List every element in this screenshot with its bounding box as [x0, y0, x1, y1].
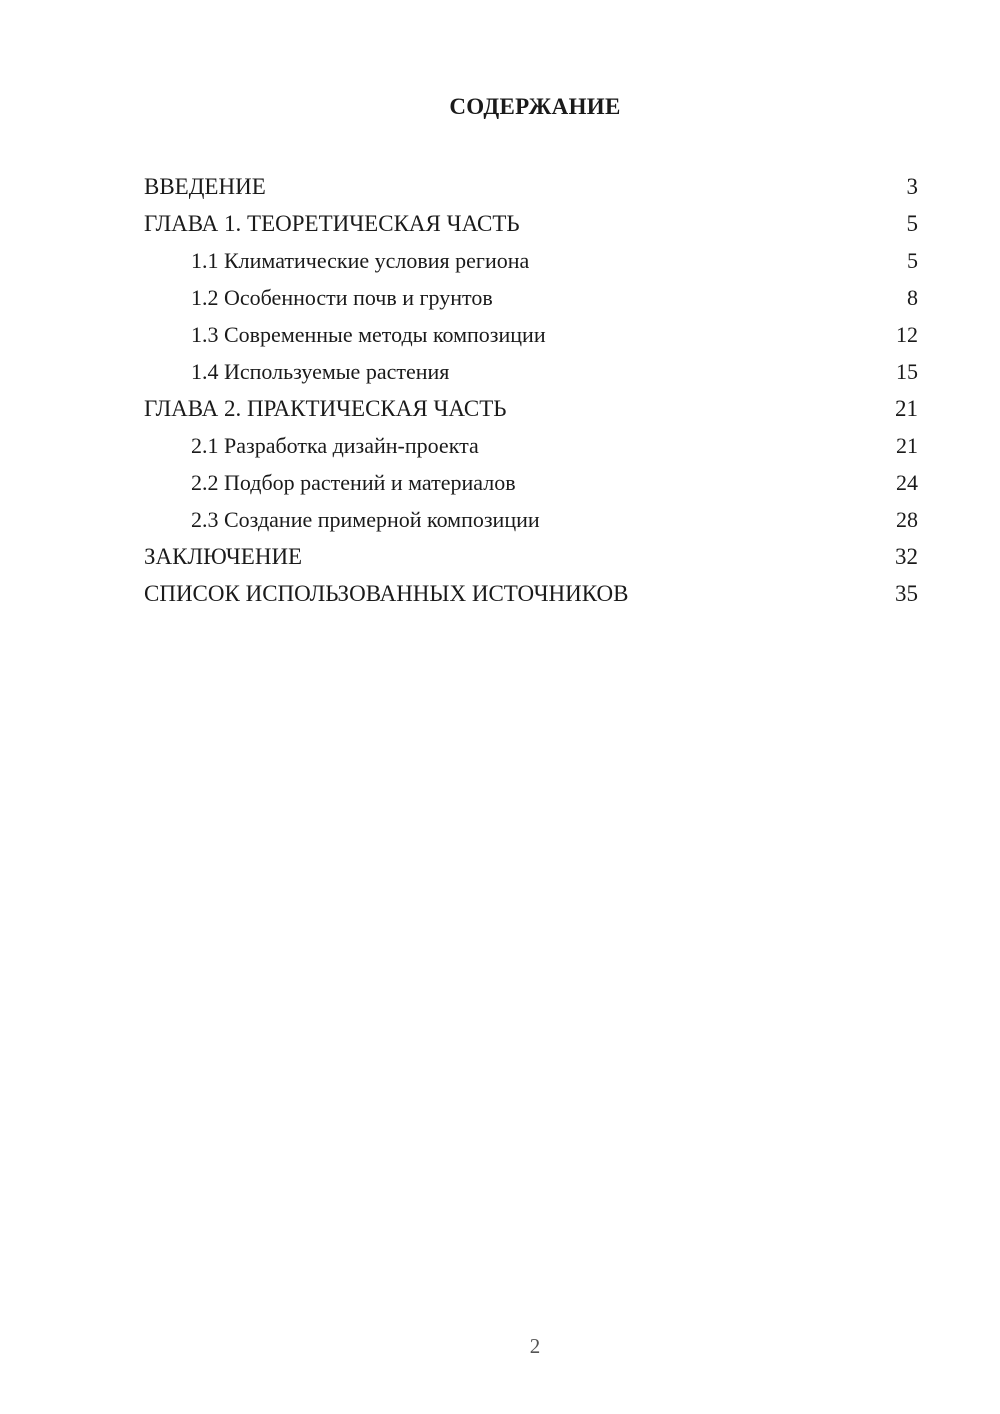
table-of-contents	[144, 168, 918, 612]
toc-entry-section-1-4	[144, 353, 918, 390]
toc-entry-page: 24	[896, 470, 918, 495]
toc-entry-section-1-1	[144, 242, 918, 279]
toc-entry-section-2-2	[144, 464, 918, 501]
toc-entry-label: ГЛАВА 2. ПРАКТИЧЕСКАЯ ЧАСТЬ	[144, 396, 507, 421]
toc-entry-label: 1.1 Климатические условия региона	[191, 248, 530, 273]
toc-entry-page: 28	[896, 507, 918, 532]
toc-entry-page: 21	[895, 396, 918, 421]
toc-entry-page: 32	[895, 544, 918, 569]
toc-entry-label: ВВЕДЕНИЕ	[144, 174, 266, 199]
toc-entry-chapter-1	[144, 205, 918, 242]
toc-entry-label: 2.3 Создание примерной композиции	[191, 507, 540, 532]
toc-entry-section-1-2	[144, 279, 918, 316]
toc-entry-introduction	[144, 168, 918, 205]
toc-entry-label: 1.3 Современные методы композиции	[191, 322, 546, 347]
toc-entry-page: 5	[906, 211, 918, 236]
toc-entry-chapter-2	[144, 390, 918, 427]
toc-entry-page: 8	[907, 285, 918, 310]
toc-entry-section-1-3	[144, 316, 918, 353]
toc-entry-page: 21	[896, 433, 918, 458]
toc-entry-label: 1.2 Особенности почв и грунтов	[191, 285, 493, 310]
toc-entry-label: СПИСОК ИСПОЛЬЗОВАННЫХ ИСТОЧНИКОВ	[144, 581, 629, 606]
toc-entry-page: 5	[907, 248, 918, 273]
page-number: 2	[529, 1334, 541, 1358]
toc-entry-section-2-1	[144, 427, 918, 464]
toc-entry-page: 3	[906, 174, 918, 199]
toc-entry-label: ЗАКЛЮЧЕНИЕ	[144, 544, 303, 569]
page-title: СОДЕРЖАНИЕ	[449, 94, 621, 119]
toc-entry-page: 15	[896, 359, 918, 384]
toc-entry-label: 2.1 Разработка дизайн-проекта	[191, 433, 479, 458]
toc-entry-page: 12	[896, 322, 918, 347]
toc-entry-label: 2.2 Подбор растений и материалов	[191, 470, 516, 495]
toc-entry-conclusion	[144, 538, 918, 575]
toc-entry-label: ГЛАВА 1. ТЕОРЕТИЧЕСКАЯ ЧАСТЬ	[144, 211, 520, 236]
toc-entry-section-2-3	[144, 501, 918, 538]
toc-entry-references	[144, 575, 918, 612]
toc-entry-page: 35	[895, 581, 918, 606]
toc-entry-label: 1.4 Используемые растения	[191, 359, 450, 384]
